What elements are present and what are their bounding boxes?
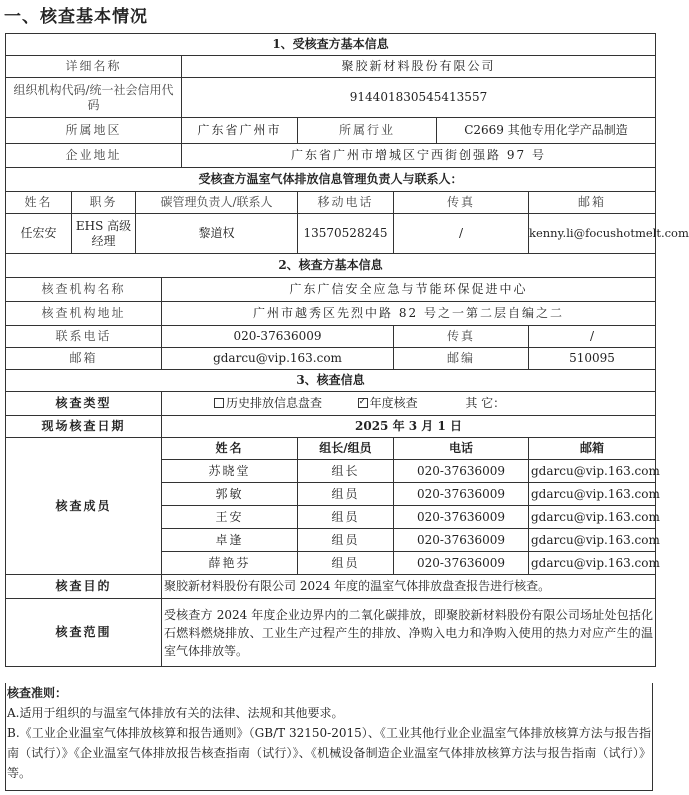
name-label: 详细名称: [6, 56, 182, 78]
scope-label: 核查范围: [6, 599, 162, 667]
contact-manager: 黎道权: [136, 214, 298, 254]
contact-position: EHS 高级经理: [72, 214, 136, 254]
type-option-history[interactable]: 历史排放信息盘查: [226, 396, 323, 410]
member-email[interactable]: gdarcu@vip.163.com: [529, 506, 656, 529]
fax-value: /: [529, 326, 656, 348]
member-col-name: 姓名: [162, 438, 298, 460]
contact-email[interactable]: kenny.li@focushotmelt.com: [529, 214, 656, 254]
code-value: 914401830545413557: [182, 78, 656, 118]
checkbox-annual-icon[interactable]: [358, 398, 368, 408]
type-option-annual[interactable]: 年度核查: [369, 396, 418, 410]
member-name: 卓逢: [162, 529, 298, 552]
date-label: 现场核查日期: [6, 416, 162, 438]
org-label: 核查机构名称: [6, 278, 162, 302]
member-name: 薛艳芬: [162, 552, 298, 575]
member-phone: 020-37636009: [394, 506, 529, 529]
region-label: 所属地区: [6, 118, 182, 144]
industry-label: 所属行业: [298, 118, 437, 144]
member-phone: 020-37636009: [394, 460, 529, 483]
criteria-a: A.适用于组织的与温室气体排放有关的法律、法规和其他要求。: [7, 706, 344, 720]
member-role: 组长: [298, 460, 394, 483]
address-value: 广东省广州市增城区宁西街创强路 97 号: [182, 144, 656, 168]
org-addr-label: 核查机构地址: [6, 302, 162, 326]
member-role: 组员: [298, 552, 394, 575]
member-email[interactable]: gdarcu@vip.163.com: [529, 460, 656, 483]
member-email[interactable]: gdarcu@vip.163.com: [529, 483, 656, 506]
criteria-title: 核查准则：: [7, 686, 68, 700]
member-role: 组员: [298, 506, 394, 529]
member-role: 组员: [298, 529, 394, 552]
contact-title: 受核查方温室气体排放信息管理负责人与联系人：: [6, 168, 656, 192]
name-value: 聚胶新材料股份有限公司: [182, 56, 656, 78]
postcode-label: 邮编: [394, 348, 529, 370]
purpose-value: 聚胶新材料股份有限公司 2024 年度的温室气体排放盘查报告进行核查。: [162, 575, 656, 599]
col-email-header: 邮箱: [529, 192, 656, 214]
member-col-role: 组长/组员: [298, 438, 394, 460]
members-label: 核查成员: [6, 438, 162, 575]
member-phone: 020-37636009: [394, 529, 529, 552]
col-manager-header: 碳管理负责人/联系人: [136, 192, 298, 214]
code-label: 组织机构代码/统一社会信用代码: [6, 78, 182, 118]
contact-name: 任宏安: [6, 214, 72, 254]
verification-info-table: [5, 33, 689, 667]
phone-label: 联系电话: [6, 326, 162, 348]
contact-mobile: 13570528245: [298, 214, 394, 254]
email-label: 邮箱: [6, 348, 162, 370]
scope-value: 受核查方 2024 年度企业边界内的二氧化碳排放，即聚胶新材料股份有限公司场址处包括化石燃料燃烧排放、工业生产过程产生的排放、净购入电力和净购入使用的热力对应产生的温室气体排放等。: [162, 599, 656, 667]
member-phone: 020-37636009: [394, 552, 529, 575]
member-email[interactable]: gdarcu@vip.163.com: [529, 552, 656, 575]
org-addr-value: 广州市越秀区先烈中路 82 号之一第二层自编之二: [162, 302, 656, 326]
member-role: 组员: [298, 483, 394, 506]
type-option-other[interactable]: 其 它：: [465, 396, 506, 410]
member-name: 苏晓堂: [162, 460, 298, 483]
member-email[interactable]: gdarcu@vip.163.com: [529, 529, 656, 552]
purpose-label: 核查目的: [6, 575, 162, 599]
member-name: 郭敏: [162, 483, 298, 506]
section-heading: 一、核查基本情况: [4, 7, 148, 27]
email-value[interactable]: gdarcu@vip.163.com: [162, 348, 394, 370]
industry-value: C2669 其他专用化学产品制造: [437, 118, 656, 144]
sec3-title: 3、核查信息: [6, 370, 656, 392]
sec2-title: 2、核查方基本信息: [6, 254, 656, 278]
col-mobile-header: 移动电话: [298, 192, 394, 214]
member-col-email: 邮箱: [529, 438, 656, 460]
contact-fax: /: [394, 214, 529, 254]
checkbox-history-icon[interactable]: [214, 398, 224, 408]
region-value: 广东省广州市: [182, 118, 298, 144]
col-name-header: 姓名: [6, 192, 72, 214]
fax-label: 传真: [394, 326, 529, 348]
address-label: 企业地址: [6, 144, 182, 168]
date-value: 2025 年 3 月 1 日: [162, 416, 656, 438]
criteria-section: [5, 683, 653, 783]
criteria-b: B.《工业企业温室气体排放核算和报告通则》（GB/T 32150-2015）、《工业其他行业企业温室气体排放核算方法与报告指南（试行）》《企业温室气体排放报告核查指南（试行）》、《机械设备制造企业温室气体排放核算方法与报告指南（试行）》等。: [7, 726, 651, 780]
member-name: 王安: [162, 506, 298, 529]
col-position-header: 职务: [72, 192, 136, 214]
type-options: [162, 392, 656, 416]
phone-value: 020-37636009: [162, 326, 394, 348]
member-col-phone: 电话: [394, 438, 529, 460]
sec1-title: 1、受核查方基本信息: [6, 34, 656, 56]
postcode-value: 510095: [529, 348, 656, 370]
col-fax-header: 传真: [394, 192, 529, 214]
member-phone: 020-37636009: [394, 483, 529, 506]
org-value: 广东广信安全应急与节能环保促进中心: [162, 278, 656, 302]
type-label: 核查类型: [6, 392, 162, 416]
